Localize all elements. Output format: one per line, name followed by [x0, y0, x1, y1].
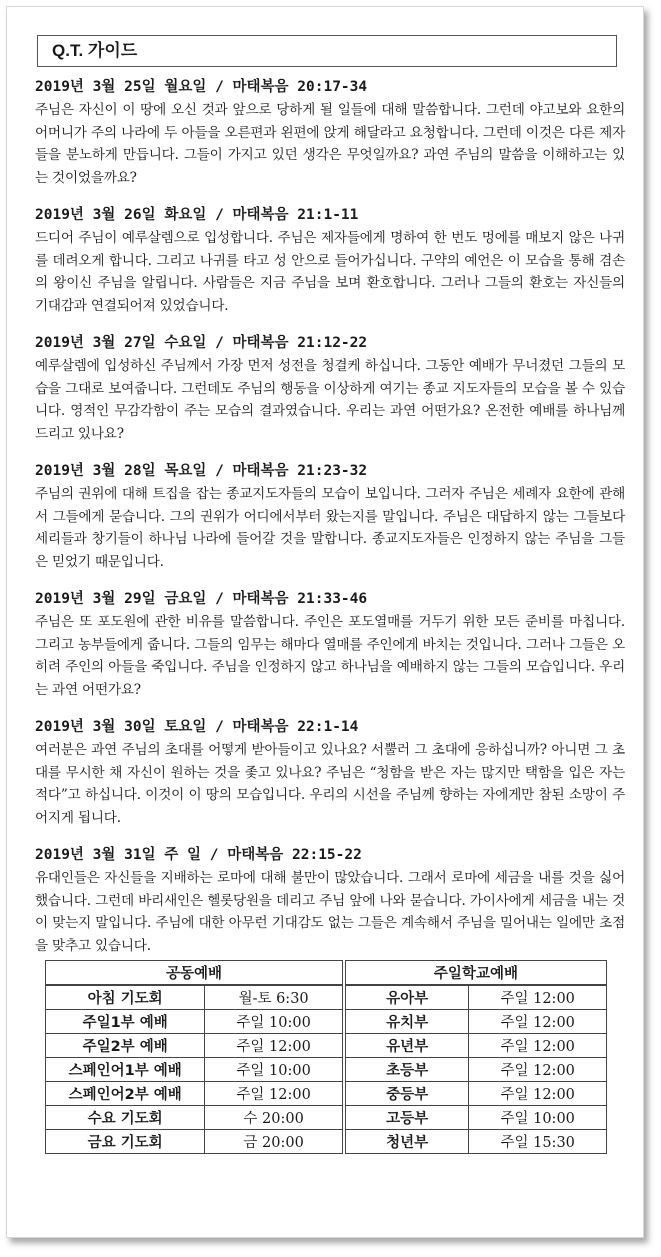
service-time: 월-토 6:30	[205, 985, 343, 1010]
service-time: 수 20:00	[205, 1106, 343, 1130]
entry-header: 2019년 3월 27일 수요일 / 마태복음 21:12-22	[35, 335, 368, 351]
schedule-header-row	[46, 961, 607, 986]
devotion-entry	[35, 333, 625, 445]
entry-header: 2019년 3월 30일 토요일 / 마태복음 22:1-14	[35, 719, 359, 735]
devotion-entry	[35, 717, 625, 829]
schedule-row	[46, 1058, 607, 1082]
department-time: 주일 12:00	[469, 1058, 607, 1082]
entry-header: 2019년 3월 28일 목요일 / 마태복음 21:23-32	[35, 463, 368, 479]
devotion-entry	[35, 77, 625, 189]
entry-body: 예루살렘에 입성하신 주님께서 가장 먼저 성전을 청결케 하십니다. 그동안 예배가 무너졌던 그들의 모습을 그대로 보여줍니다. 그런데도 주님의 행동을 이상하게 여기는 종교 지도자들의 모습을 볼 수 있습니다. 영적인 무감각함이 주는 모습의 결과였습니다. 우리는 과연 어떤가요? 온전한 예배를 하나님께 드리고 있나요?	[35, 358, 625, 442]
department-time: 주일 12:00	[469, 1034, 607, 1058]
service-name: 금요 기도회	[46, 1130, 205, 1154]
devotion-entry	[35, 461, 625, 573]
department-name: 청년부	[345, 1130, 469, 1154]
department-time: 주일 10:00	[469, 1106, 607, 1130]
service-time: 주일 12:00	[205, 1034, 343, 1058]
entry-header: 2019년 3월 25일 월요일 / 마태복음 20:17-34	[35, 79, 368, 95]
worship-schedule-table	[45, 960, 607, 1154]
schedule-row	[46, 1130, 607, 1154]
schedule-row	[46, 1106, 607, 1130]
department-time: 주일 12:00	[469, 985, 607, 1010]
joint-worship-heading: 공동예배	[46, 961, 343, 986]
entry-body: 유대인들은 자신들을 지배하는 로마에 대해 불만이 많았습니다. 그래서 로마에 세금을 내를 것을 싫어했습니다. 그런데 바리새인은 헬롯당원을 데리고 주님 앞에 나와 묻습니다. 가이사에게 세금을 내는 것이 맞는지 말입니다. 주님에 대한 아무런 기대감도 없는 그들은 계속해서 주님을 밀어내는 일에만 초점을 맞추고 있습니다.	[35, 870, 625, 954]
department-name: 고등부	[345, 1106, 469, 1130]
entry-body: 드디어 주님이 예루살렘으로 입성합니다. 주님은 제자들에게 명하여 한 번도 멍에를 매보지 않은 나귀를 데려오게 합니다. 그리고 나귀를 타고 성 안으로 들어가십니다. 구약의 예언은 이 모습을 통해 겸손의 왕이신 주님을 알립니다. 사람들은 지금 주님을 보며 환호합니다. 그러나 그들의 환호는 자신들의 기대감과 연결되어져 있었습니다.	[35, 230, 625, 314]
sunday-school-heading: 주일학교예배	[345, 961, 606, 986]
department-name: 초등부	[345, 1058, 469, 1082]
service-name: 주일2부 예배	[46, 1034, 205, 1058]
entry-header: 2019년 3월 29일 금요일 / 마태복음 21:33-46	[35, 591, 368, 607]
service-time: 주일 10:00	[205, 1010, 343, 1034]
devotion-entry	[35, 845, 625, 957]
entry-body: 주님의 권위에 대해 트집을 잡는 종교지도자들의 모습이 보입니다. 그러자 주님은 세례자 요한에 관해서 그들에게 묻습니다. 그의 권위가 어디에서부터 왔는지를 말입니다. 주님은 대답하지 않는 그들보다 세리들과 창기들이 하나님 나라에 들어갈 것을 말합니다. 종교지도자들은 인정하지 않는 주님을 그들은 믿었기 때문입니다.	[35, 486, 625, 570]
department-time: 주일 12:00	[469, 1082, 607, 1106]
entry-header: 2019년 3월 26일 화요일 / 마태복음 21:1-11	[35, 207, 359, 223]
entry-body: 여러분은 과연 주님의 초대를 어떻게 받아들이고 있나요? 서뿔러 그 초대에 응하십니까? 아니면 그 초대를 무시한 채 자신이 원하는 것을 좇고 있나요? 주님은 “청함을 받은 자는 많지만 택함을 입은 자는 적다”고 하십니다. 이것이 이 땅의 모습입니다. 우리의 시선을 주님께 향하는 자에게만 참된 소망이 주어지게 됩니다.	[35, 742, 625, 826]
schedule-row	[46, 985, 607, 1010]
schedule-row	[46, 1082, 607, 1106]
devotion-entry	[35, 205, 625, 317]
devotion-list	[35, 77, 625, 973]
department-name: 유아부	[345, 985, 469, 1010]
devotion-entry	[35, 589, 625, 701]
department-time: 주일 15:30	[469, 1130, 607, 1154]
entry-header: 2019년 3월 31일 주 일 / 마태복음 22:15-22	[35, 847, 362, 863]
entry-body: 주님은 또 포도원에 관한 비유를 말씀합니다. 주인은 포도열매를 거두기 위한 모든 준비를 마칩니다. 그리고 농부들에게 줍니다. 그들의 임무는 해마다 열매를 주인에게 바치는 것입니다. 그러나 그들은 오히려 주인의 아들을 죽입니다. 주님을 인정하지 않고 하나님을 예배하지 않는 그들의 모습입니다. 우리는 과연 어떤가요?	[35, 614, 625, 698]
department-name: 중등부	[345, 1082, 469, 1106]
service-name: 수요 기도회	[46, 1106, 205, 1130]
department-name: 유치부	[345, 1010, 469, 1034]
schedule-row	[46, 1034, 607, 1058]
service-name: 스페인어2부 예배	[46, 1082, 205, 1106]
entry-body: 주님은 자신이 이 땅에 오신 것과 앞으로 당하게 될 일들에 대해 말씀합니다. 그런데 야고보와 요한의 어머니가 주의 나라에 두 아들을 오른편과 왼편에 앉게 해달라고 요청합니다. 그런데 이것은 다른 제자들을 분노하게 만듭니다. 그들이 가지고 있던 생각은 무엇일까요? 과연 주님의 말씀을 이해하고는 있는 것이었을까요?	[35, 102, 625, 186]
service-time: 금 20:00	[205, 1130, 343, 1154]
service-name: 주일1부 예배	[46, 1010, 205, 1034]
guide-title: Q.T. 가이드	[37, 35, 617, 67]
service-time: 주일 10:00	[205, 1058, 343, 1082]
bulletin-page	[6, 6, 644, 1238]
schedule-row	[46, 1010, 607, 1034]
department-time: 주일 12:00	[469, 1010, 607, 1034]
service-time: 주일 12:00	[205, 1082, 343, 1106]
service-name: 아침 기도회	[46, 985, 205, 1010]
department-name: 유년부	[345, 1034, 469, 1058]
service-name: 스페인어1부 예배	[46, 1058, 205, 1082]
